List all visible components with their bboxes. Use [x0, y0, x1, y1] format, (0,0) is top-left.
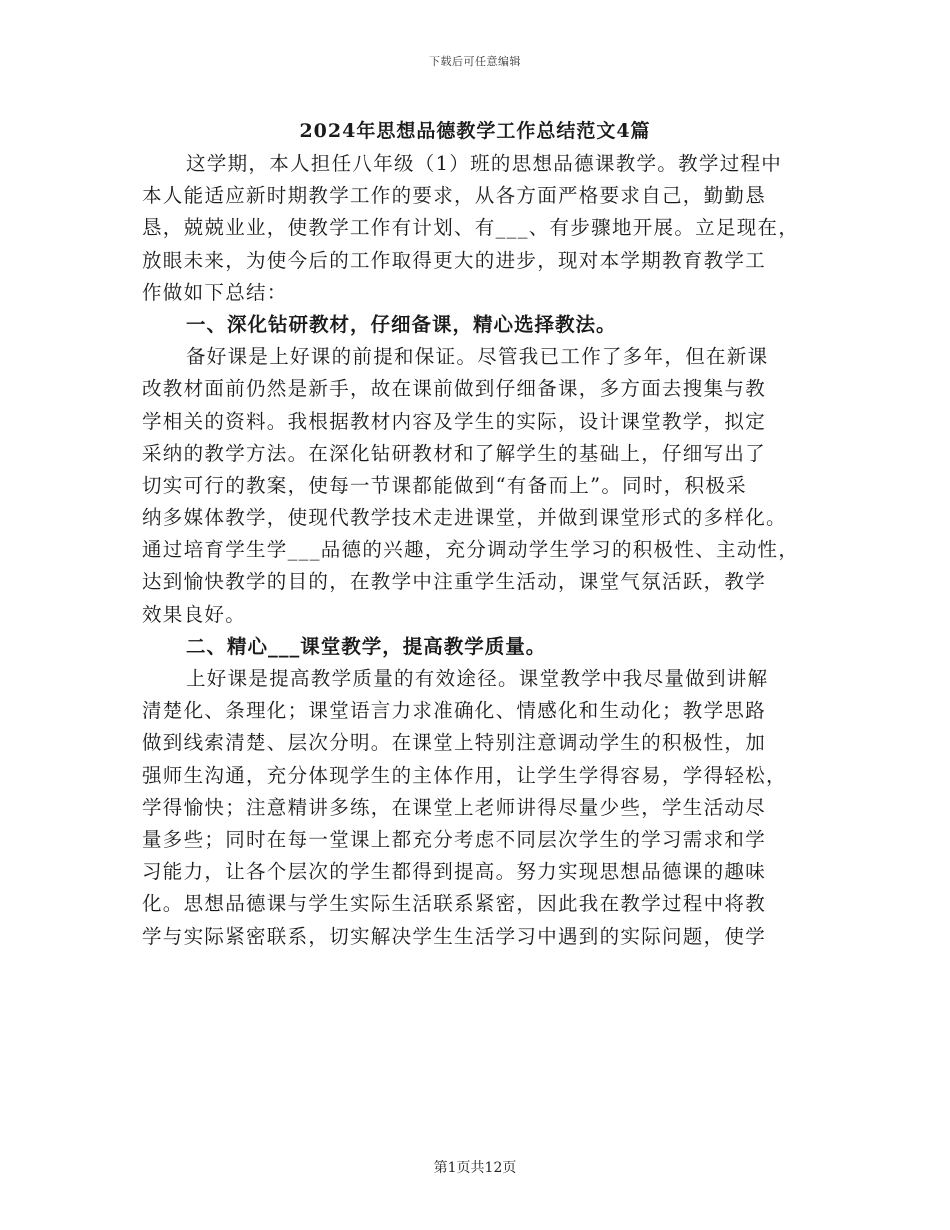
paragraph-line: 做到线索清楚、层次分明。在课堂上特别注意调动学生的积极性，加 [142, 731, 767, 755]
paragraph-line: 效果良好。 [142, 602, 247, 626]
document-body [142, 148, 814, 953]
paragraph-line: 改教材面前仍然是新手，故在课前做到仔细备课，多方面去搜集与教 [142, 377, 767, 401]
section-heading-1: 一、深化钻研教材，仔细备课，精心选择教法。 [186, 312, 617, 336]
section-heading-2: 二、精心___课堂教学，提高教学质量。 [186, 634, 547, 658]
paragraph-line: 通过培育学生学___品德的兴趣，充分调动学生学习的积极性、主动性， [142, 538, 800, 562]
paragraph-line: 切实可行的教案，使每一节课都能做到“有备而上”。同时，积极采 [142, 473, 747, 497]
paragraph-line: 强师生沟通，充分体现学生的主体作用，让学生学得容易，学得轻松， [142, 763, 787, 787]
paragraph-line: 清楚化、条理化；课堂语言力求准确化、情感化和生动化；教学思路 [142, 699, 767, 723]
paragraph-line: 采纳的教学方法。在深化钻研教材和了解学生的基础上，仔细写出了 [142, 441, 767, 465]
paragraph-line: 达到愉快教学的目的，在教学中注重学生活动，课堂气氛活跃，教学 [142, 570, 767, 594]
document-title: 2024年思想品德教学工作总结范文4篇 [299, 120, 651, 142]
paragraph-line: 上好课是提高教学质量的有效途径。课堂教学中我尽量做到讲解 [186, 667, 769, 690]
paragraph-line: 化。思想品德课与学生实际生活联系紧密，因此我在教学过程中将教 [142, 892, 767, 916]
paragraph-line: 学得愉快；注意精讲多练，在课堂上老师讲得尽量少些，学生活动尽 [142, 795, 767, 819]
paragraph-line: 学相关的资料。我根据教材内容及学生的实际，设计课堂教学，拟定 [142, 409, 767, 433]
paragraph-line: 量多些；同时在每一堂课上都充分考虑不同层次学生的学习需求和学 [142, 827, 767, 851]
paragraph-line: 学与实际紧密联系，切实解决学生生活学习中遇到的实际问题，使学 [142, 924, 767, 948]
page-number-footer: 第1页共12页 [433, 1160, 517, 1176]
header-note: 下载后可任意编辑 [429, 55, 521, 68]
paragraph-line: 放眼未来，为使今后的工作取得更大的进步，现对本学期教育教学工 [142, 248, 767, 272]
paragraph-line: 备好课是上好课的前提和保证。尽管我已工作了多年，但在新课 [186, 345, 769, 369]
paragraph-line: 恳，兢兢业业，使教学工作有计划、有___、有步骤地开展。立足现在， [142, 216, 800, 240]
paragraph-line: 这学期，本人担任八年级（1）班的思想品德课教学。教学过程中 [186, 152, 783, 175]
paragraph-line: 习能力，让各个层次的学生都得到提高。努力实现思想品德课的趣味 [142, 860, 767, 884]
paragraph-line: 纳多媒体教学，使现代教学技术走进课堂，并做到课堂形式的多样化。 [142, 506, 787, 530]
paragraph-line: 作做如下总结： [142, 280, 288, 304]
paragraph-line: 本人能适应新时期教学工作的要求，从各方面严格要求自己，勤勤恳 [142, 184, 767, 208]
